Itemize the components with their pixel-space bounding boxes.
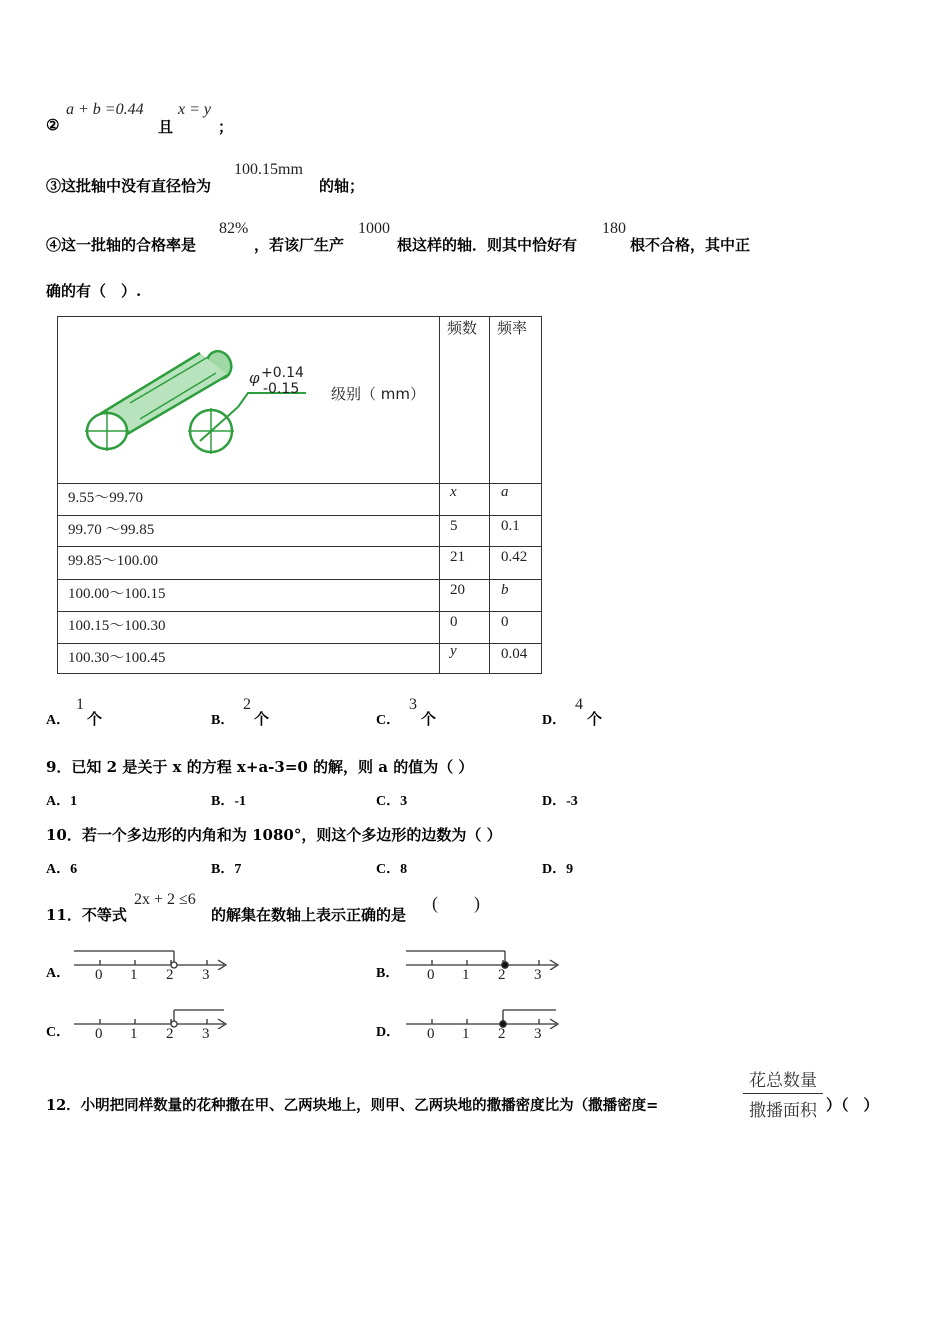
q12-stem: 12．小明把同样数量的花种撒在甲、乙两块地上，则甲、乙两块地的撒播密度比为（撒播密度= [46, 1097, 659, 1114]
row-freq: a [501, 484, 509, 500]
tick-label: 3 [534, 1026, 542, 1042]
q12-numerator: 花总数量 [749, 1071, 817, 1091]
q11-inequality: 2x + 2 ≤6 [134, 891, 196, 908]
item2-conj: 且 [158, 118, 174, 136]
row-count: 20 [450, 582, 465, 598]
q11-option-b-label: B． [376, 966, 400, 981]
item2-expr2: x = y [178, 101, 211, 118]
row-count: 5 [450, 518, 458, 534]
row-count: 0 [450, 614, 458, 630]
row-freq: 0.42 [501, 549, 528, 565]
q8-option-d-label: D． [542, 713, 567, 728]
q10-option-b: B．7 [211, 862, 242, 877]
row-range: 100.00～100.15 [68, 586, 166, 602]
col-count-header: 频数 [447, 319, 478, 337]
q8-option-a-label: A． [46, 713, 71, 728]
row-freq: 0.1 [501, 518, 520, 534]
col-level-header: 级别（ mm） [331, 385, 425, 403]
q9-stem: 9．已知 2 是关于 x 的方程 x+a-3=0 的解，则 a 的值为（ ） [46, 758, 474, 776]
row-count: y [450, 643, 457, 659]
q12-denominator: 撒播面积 [749, 1101, 817, 1121]
number-line-a [70, 945, 235, 990]
tick-label: 1 [130, 967, 138, 983]
q11-option-a-label: A． [46, 966, 71, 981]
tick-label: 1 [130, 1026, 138, 1042]
item4-num1: 1000 [358, 220, 390, 237]
q10-option-c: C．8 [376, 862, 408, 877]
item2-end: ； [218, 118, 234, 136]
row-freq: 0 [501, 614, 509, 630]
spec-lower: -0.15 [263, 381, 300, 397]
q8-option-d-num: 4 [575, 696, 583, 713]
tick-label: 1 [462, 967, 470, 983]
item4-line2: 确的有（ ）. [46, 282, 142, 300]
row-range: 99.70 ～99.85 [68, 522, 155, 538]
tick-label: 0 [95, 967, 103, 983]
q8-option-a-unit: 个 [87, 710, 103, 728]
tick-label: 1 [462, 1026, 470, 1042]
item3-value: 100.15mm [234, 161, 303, 178]
tick-label: 2 [166, 967, 174, 983]
row-freq: b [501, 582, 509, 598]
q8-option-b-num: 2 [243, 696, 251, 713]
q9-option-a: A．1 [46, 794, 78, 809]
item4-text4: 根不合格，其中正 [630, 236, 751, 254]
tick-label: 0 [427, 967, 435, 983]
shaft-illustration [80, 345, 310, 455]
item3-text: ③这批轴中没有直径恰为 [46, 177, 212, 195]
q8-option-a-num: 1 [76, 696, 84, 713]
row-freq: 0.04 [501, 646, 528, 662]
q8-option-b-label: B． [211, 713, 235, 728]
q11-option-d-label: D． [376, 1025, 401, 1040]
row-range: 100.15～100.30 [68, 618, 166, 634]
row-range: 100.30～100.45 [68, 650, 166, 666]
row-count: 21 [450, 549, 465, 565]
item3-tail: 的轴； [319, 177, 365, 195]
q9-option-b: B．-1 [211, 794, 246, 809]
q11-suffix: 的解集在数轴上表示正确的是 [211, 906, 407, 924]
item4-text2: ，若该厂生产 [254, 236, 345, 254]
tick-label: 0 [95, 1026, 103, 1042]
q11-option-c-label: C． [46, 1025, 71, 1040]
q9-option-c: C．3 [376, 794, 408, 809]
q8-option-c-label: C． [376, 713, 401, 728]
tick-label: 2 [498, 967, 506, 983]
q8-option-c-unit: 个 [421, 710, 437, 728]
q9-option-d: D．-3 [542, 794, 578, 809]
item4-text1: ④这一批轴的合格率是 [46, 236, 197, 254]
tick-label: 2 [498, 1026, 506, 1042]
q10-option-a: A．6 [46, 862, 78, 877]
q11-paren: ( ) [432, 893, 480, 913]
row-range: 99.85～100.00 [68, 553, 159, 569]
frequency-table [57, 316, 542, 674]
item4-num2: 180 [602, 220, 626, 237]
q12-fraction [743, 1066, 823, 1121]
spec-upper: +0.14 [261, 365, 304, 381]
q11-prefix: 11．不等式 [46, 906, 127, 924]
q10-option-d: D．9 [542, 862, 574, 877]
item2-expr1: a + b =0.44 [66, 101, 144, 118]
col-freq-header: 频率 [497, 319, 528, 337]
number-line-b [402, 945, 567, 990]
q8-option-b-unit: 个 [254, 710, 270, 728]
tick-label: 3 [202, 1026, 210, 1042]
item4-text3: 根这样的轴．则其中恰好有 [397, 236, 578, 254]
row-range: 9.55～99.70 [68, 490, 144, 506]
q10-stem: 10．若一个多边形的内角和为 1080°，则这个多边形的边数为（ ） [46, 826, 502, 844]
q8-option-c-num: 3 [409, 696, 417, 713]
q8-option-d-unit: 个 [587, 710, 603, 728]
tick-label: 2 [166, 1026, 174, 1042]
number-line-d [402, 1004, 567, 1049]
tick-label: 3 [534, 967, 542, 983]
q12-tail: ）（ ） [826, 1096, 879, 1114]
number-line-c [70, 1004, 235, 1049]
spec-phi: φ [249, 369, 260, 387]
item4-rate: 82% [219, 220, 249, 237]
tick-label: 0 [427, 1026, 435, 1042]
tick-label: 3 [202, 967, 210, 983]
row-count: x [450, 484, 457, 500]
item2-marker: ② [46, 116, 60, 134]
